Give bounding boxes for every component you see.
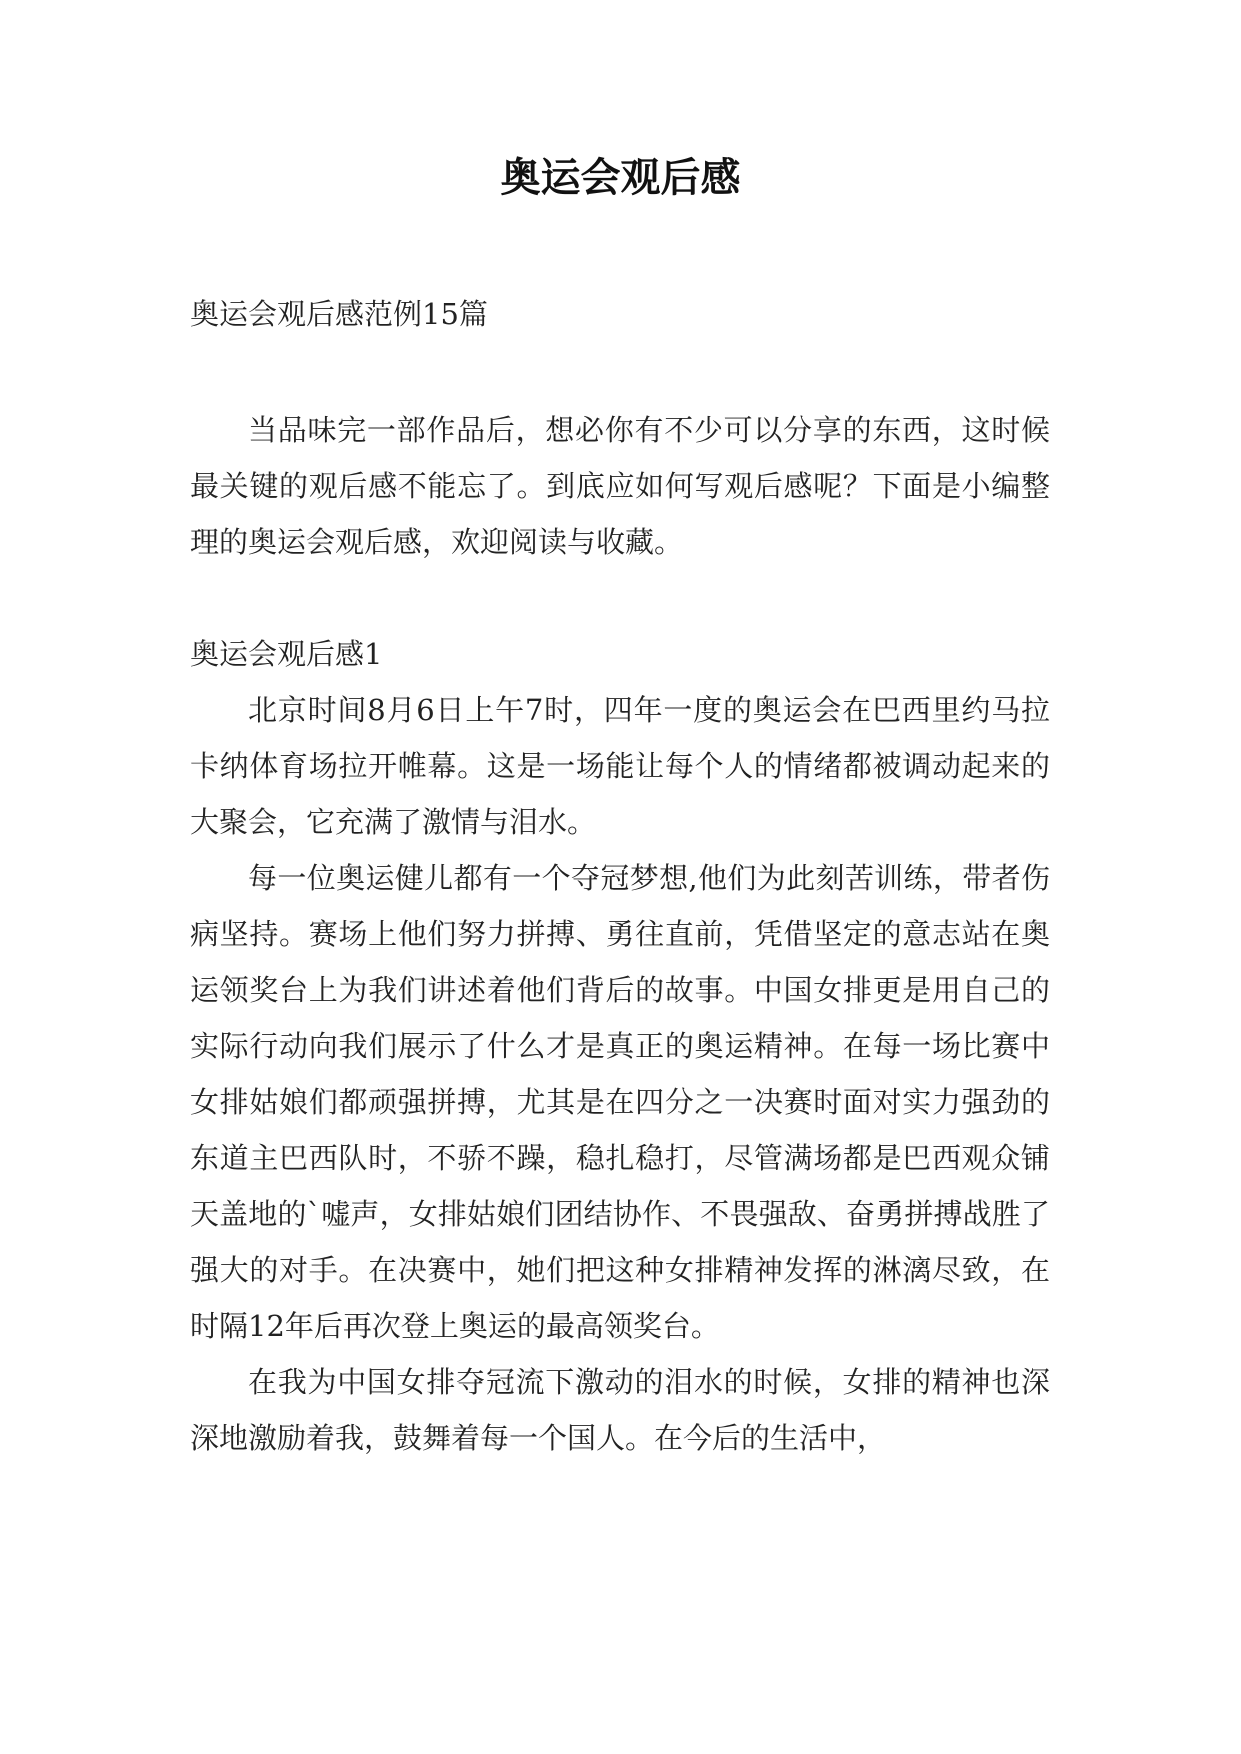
body-paragraph: 在我为中国女排夺冠流下激动的泪水的时候，女排的精神也深深地激励着我，鼓舞着每一个国人。在今后的生活中，	[190, 1365, 1050, 1455]
document-title: 奥运会观后感	[500, 155, 741, 201]
body-paragraph: 每一位奥运健儿都有一个夺冠梦想,他们为此刻苦训练，带者伤病坚持。赛场上他们努力拼搏、勇往直前，凭借坚定的意志站在奥运领奖台上为我们讲述着他们背后的故事。中国女排更是用自己的实际行动向我们展示了什么才是真正的奥运精神。在每一场比赛中女排姑娘们都顽强拼搏，尤其是在四分之一决赛时面对实力强劲的东道主巴西队时，不骄不躁，稳扎稳打，尽管满场都是巴西观众铺天盖地的`嘘声，女排姑娘们团结协作、不畏强敌、奋勇拼搏战胜了强大的对手。在决赛中，她们把这种女排精神发挥的淋漓尽致，在时隔12年后再次登上奥运的最高领奖台。	[190, 861, 1050, 1343]
intro-paragraph: 当品味完一部作品后，想必你有不少可以分享的东西，这时候最关键的观后感不能忘了。到底应如何写观后感呢？下面是小编整理的奥运会观后感，欢迎阅读与收藏。	[190, 413, 1050, 559]
document-subtitle: 奥运会观后感范例15篇	[190, 297, 488, 331]
body-paragraph: 北京时间8月6日上午7时，四年一度的奥运会在巴西里约马拉卡纳体育场拉开帷幕。这是一场能让每个人的情绪都被调动起来的大聚会，它充满了激情与泪水。	[190, 693, 1050, 839]
section-heading: 奥运会观后感1	[190, 637, 383, 671]
document-body	[190, 286, 1050, 1466]
